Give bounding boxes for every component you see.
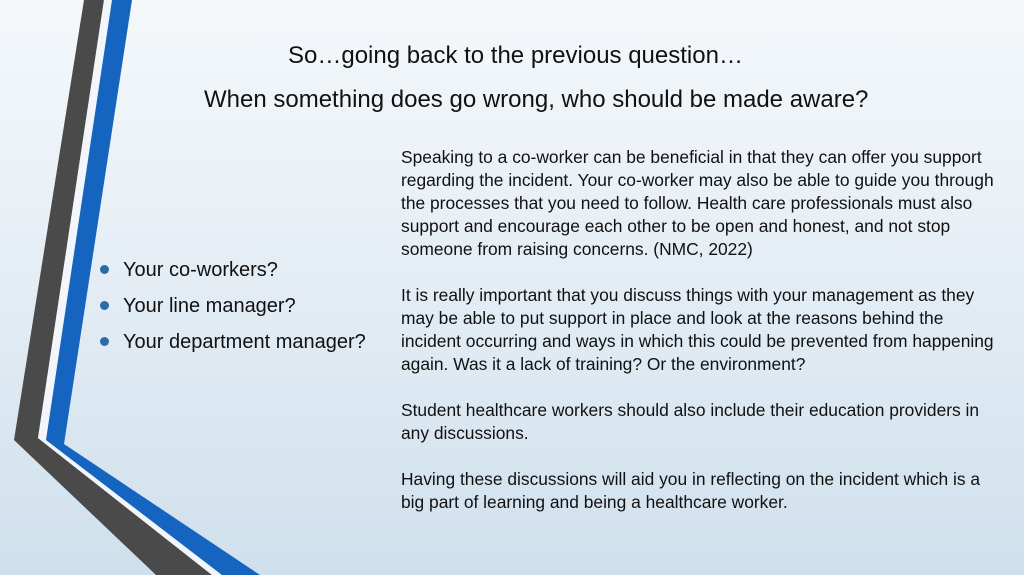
bullet-dot-icon: [100, 337, 109, 346]
bullet-item: [98, 324, 366, 360]
slide-title-line-1: So…going back to the previous question…: [288, 42, 743, 69]
bullet-text: Your co-workers?: [123, 259, 278, 281]
paragraph-reflection: Having these discussions will aid you in reflecting on the incident which is a big part of learning and being a healthcare worker.: [401, 469, 981, 512]
bullet-dot-icon: [100, 265, 109, 274]
bullet-dot-icon: [100, 301, 109, 310]
slide-title-line-2: When something does go wrong, who should be made aware?: [204, 86, 869, 113]
paragraph-students: Student healthcare workers should also include their education providers in any discussions.: [401, 400, 980, 443]
bullet-list: [98, 252, 366, 360]
bullet-text: Your department manager?: [123, 331, 366, 353]
paragraph-management: It is really important that you discuss things with your management as they may be able to put support in place and look at the reasons behind the incident occurring and ways in which this could be prevented from happening again. Was it a lack of training? Or the environment?: [401, 285, 994, 374]
body-text: [401, 146, 1001, 514]
bullet-item: [98, 252, 366, 288]
bullet-text: Your line manager?: [123, 295, 296, 317]
bullet-item: [98, 288, 366, 324]
paragraph-coworkers: Speaking to a co-worker can be beneficial in that they can offer you support regarding the incident. Your co-worker may also be able to guide you through the processes that you need to follow. Health care professionals must also support and encourage each other to be open and honest, and not stop someone from raising concerns. (NMC, 2022): [401, 147, 994, 259]
